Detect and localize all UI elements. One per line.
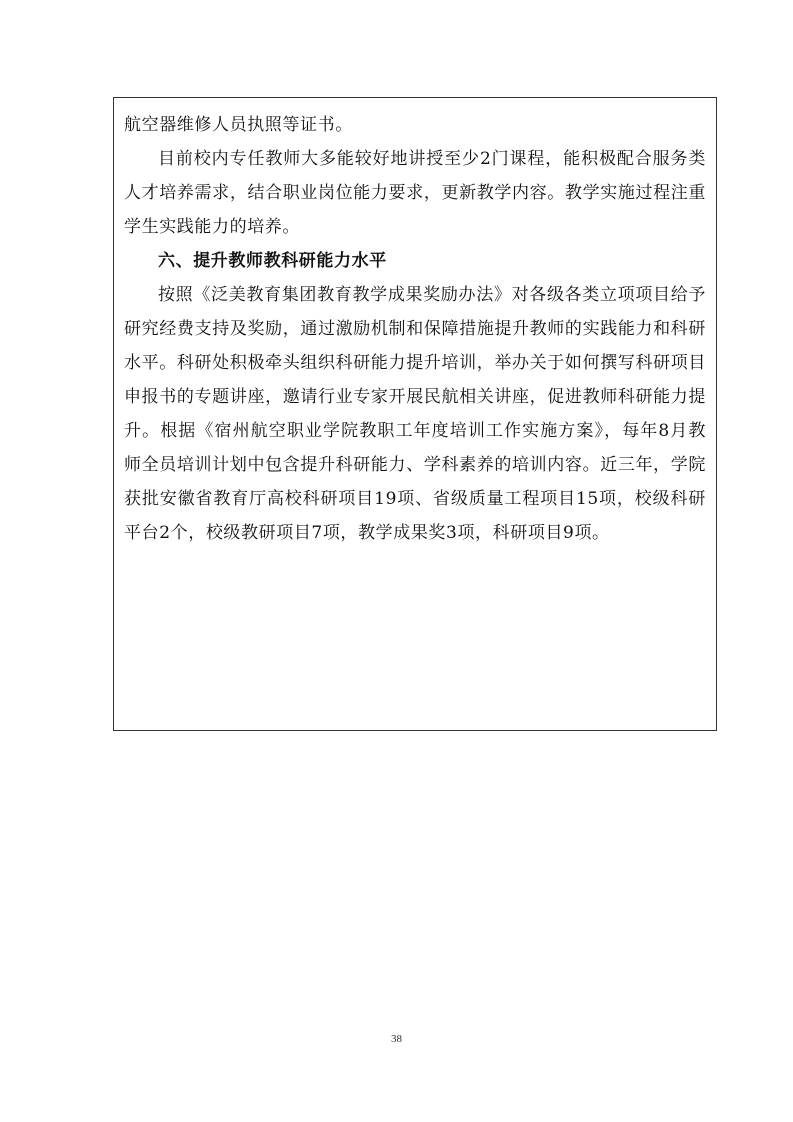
page-number: 38 (391, 1033, 402, 1045)
section-heading: 六、提升教师教科研能力水平 (158, 251, 387, 271)
paragraph-research: 按照《泛美教育集团教育教学成果奖励办法》对各级各类立项项目给予研究经费支持及奖励，通过激励机制和保障措施提升教师的实践能力和科研水平。科研处积极牵头组织科研能力提升培训，举办关于如何撰写科研项目申报书的专题讲座，邀请行业专家开展民航相关讲座，促进教师科研能力提升。根据《宿州航空职业学院教职工年度培训工作实施方案》，每年8月教师全员培训计划中包含提升科研能力、学科素养的培训内容。近三年，学院获批安徽省教育厅高校科研项目19项、省级质量工程项目15项，校级科研平台2个，校级教研项目7项，教学成果奖3项，科研项目9项。 (124, 285, 706, 543)
paragraph-certificates: 航空器维修人员执照等证书。 (124, 115, 353, 135)
paragraph-teachers: 目前校内专任教师大多能较好地讲授至少2门课程，能积极配合服务类人才培养需求，结合职业岗位能力要求，更新教学内容。教学实施过程注重学生实践能力的培养。 (124, 149, 706, 237)
content-frame (113, 97, 717, 731)
